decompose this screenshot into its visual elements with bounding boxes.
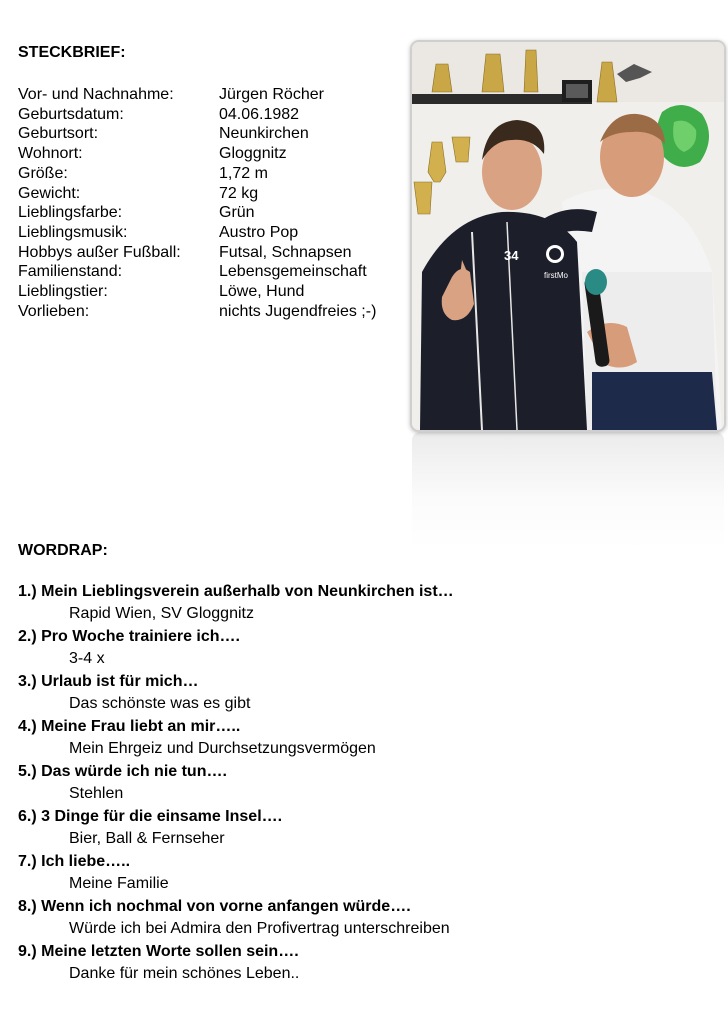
- profile-label: Vorlieben:: [18, 302, 90, 320]
- profile-row: [18, 302, 376, 322]
- profile-label: Gewicht:: [18, 184, 81, 202]
- wordrap-answer: Danke für mein schönes Leben..: [69, 965, 300, 982]
- profile-list: [18, 85, 376, 321]
- profile-row: [18, 223, 376, 243]
- profile-value: Futsal, Schnapsen: [219, 243, 352, 261]
- wordrap-answer: Rapid Wien, SV Gloggnitz: [69, 605, 254, 622]
- wordrap-item: [18, 896, 454, 941]
- wordrap-answer: Das schönste was es gibt: [69, 695, 251, 712]
- wordrap-item: [18, 626, 454, 671]
- profile-value: Jürgen Röcher: [219, 86, 324, 103]
- profile-row: [18, 144, 376, 164]
- profile-row: [18, 124, 376, 144]
- profile-label: Hobbys außer Fußball:: [18, 243, 181, 261]
- profile-label: Geburtsdatum:: [18, 105, 124, 123]
- wordrap-answer: Mein Ehrgeiz und Durchsetzungsvermögen: [69, 740, 376, 757]
- profile-label: Lieblingstier:: [18, 283, 108, 301]
- wordrap-answer: Stehlen: [69, 785, 124, 802]
- wordrap-heading: WORDRAP:: [18, 542, 108, 559]
- profile-value: Neunkirchen: [219, 125, 309, 143]
- profile-row: [18, 164, 376, 184]
- wordrap-question: 5.) Das würde ich nie tun….: [18, 763, 227, 780]
- jersey-number: 34: [504, 248, 519, 263]
- wordrap-item: [18, 581, 454, 626]
- wordrap-answer: Würde ich bei Admira den Profivertrag unterschreiben: [69, 920, 450, 937]
- profile-label: Geburtsort:: [18, 125, 99, 143]
- profile-label: Vor- und Nachnahme:: [18, 86, 174, 103]
- wordrap-item: [18, 671, 454, 716]
- wordrap-question: 9.) Meine letzten Worte sollen sein….: [18, 943, 299, 960]
- wordrap-question: 4.) Meine Frau liebt an mir…..: [18, 718, 241, 735]
- profile-value: Lebensgemeinschaft: [219, 263, 367, 281]
- profile-value: Löwe, Hund: [219, 283, 305, 301]
- wordrap-question: 3.) Urlaub ist für mich…: [18, 673, 199, 690]
- profile-row: [18, 262, 376, 282]
- wordrap-question: 6.) 3 Dinge für die einsame Insel….: [18, 808, 283, 825]
- profile-row: [18, 282, 376, 302]
- profile-row: [18, 184, 376, 204]
- profile-value: 04.06.1982: [219, 105, 300, 123]
- profile-value: Austro Pop: [219, 223, 299, 241]
- wordrap-item: [18, 716, 454, 761]
- profile-label: Lieblingsfarbe:: [18, 204, 123, 222]
- profile-label: Wohnort:: [18, 145, 83, 163]
- profile-label: Lieblingsmusik:: [18, 223, 128, 241]
- profile-row: [18, 243, 376, 263]
- photo-illustration: [412, 42, 724, 430]
- profile-row: [18, 85, 376, 105]
- profile-row: [18, 105, 376, 125]
- wordrap-list: [18, 581, 454, 986]
- profile-label: Familienstand:: [18, 263, 123, 281]
- steckbrief-heading: STECKBRIEF:: [18, 44, 126, 61]
- player-photo: [410, 40, 726, 432]
- wordrap-answer: Meine Familie: [69, 875, 169, 892]
- wordrap-question: 1.) Mein Lieblingsverein außerhalb von Neunkirchen ist…: [18, 583, 454, 600]
- wordrap-item: [18, 851, 454, 896]
- sponsor-text: firstMo: [544, 271, 568, 280]
- wordrap-answer: Bier, Ball & Fernseher: [69, 830, 225, 847]
- wordrap-item: [18, 941, 454, 986]
- profile-value: Grün: [219, 204, 255, 222]
- wordrap-question: 7.) Ich liebe…..: [18, 853, 131, 870]
- wordrap-item: [18, 806, 454, 851]
- wordrap-question: 8.) Wenn ich nochmal von vorne anfangen würde….: [18, 898, 411, 915]
- photo-reflection: [412, 432, 724, 550]
- profile-value: 72 kg: [219, 184, 259, 202]
- profile-value: Gloggnitz: [219, 145, 287, 163]
- profile-row: [18, 203, 376, 223]
- wordrap-question: 2.) Pro Woche trainiere ich….: [18, 628, 240, 645]
- profile-value: nichts Jugendfreies ;-): [219, 302, 377, 320]
- wordrap-item: [18, 761, 454, 806]
- profile-label: Größe:: [18, 164, 68, 182]
- wordrap-answer: 3-4 x: [69, 650, 105, 667]
- profile-value: 1,72 m: [219, 164, 268, 182]
